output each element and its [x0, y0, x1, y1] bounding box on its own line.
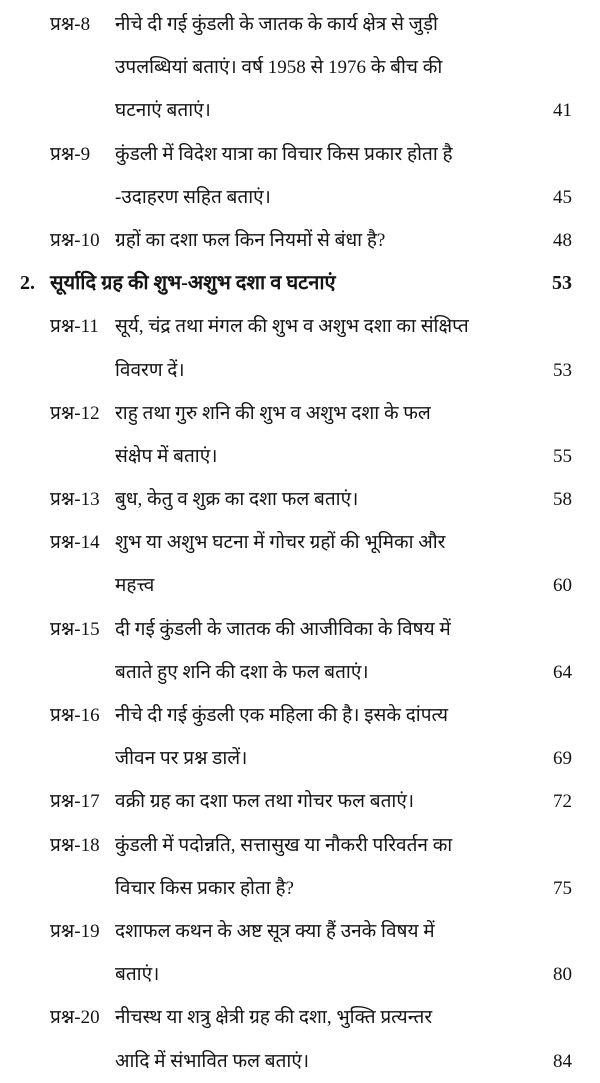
- page-number: 72: [553, 791, 572, 813]
- toc-line: [0, 651, 600, 694]
- page-number: 53: [552, 272, 572, 295]
- question-label: प्रश्न-9: [50, 143, 91, 165]
- entry-text: आदि में संभावित फल बताएं।: [115, 1050, 310, 1072]
- toc-line: [0, 996, 600, 1039]
- entry-text: विचार किस प्रकार होता है?: [115, 877, 294, 899]
- entry-text: नीचे दी गई कुंडली एक महिला की है। इसके दांपत्य: [115, 705, 449, 726]
- page-number: 75: [553, 877, 572, 899]
- entry-text: नीचे दी गई कुंडली के जातक के कार्य क्षेत्र से जुड़ी: [115, 14, 438, 35]
- page-number: 53: [553, 359, 572, 381]
- question-label: प्रश्न-16: [50, 705, 100, 726]
- toc-line: [0, 521, 600, 564]
- toc-line: [0, 608, 600, 651]
- toc-line: [0, 737, 600, 780]
- toc-line: [0, 219, 600, 262]
- toc-line: [0, 392, 600, 435]
- toc-line: [0, 133, 600, 176]
- entry-text: दी गई कुंडली के जातक की आजीविका के विषय में: [115, 618, 451, 640]
- entry-text: कुंडली में विदेश यात्रा का विचार किस प्रकार होता है: [115, 143, 453, 165]
- toc-entry: [0, 694, 600, 780]
- toc-line: [0, 478, 600, 521]
- entry-text: -उदाहरण सहित बताएं।: [115, 186, 271, 208]
- page-number: 45: [553, 186, 572, 208]
- entry-text: दशाफल कथन के अष्ट सूत्र क्या हैं उनके विषय में: [115, 920, 435, 942]
- entry-text: शुभ या अशुभ घटना में गोचर ग्रहों की भूमिका और: [115, 532, 446, 554]
- question-label: प्रश्न-19: [50, 920, 100, 942]
- question-label: प्रश्न-17: [50, 791, 100, 813]
- page-number: 41: [553, 100, 572, 122]
- page-number: 60: [553, 575, 572, 597]
- toc-entry: [0, 392, 600, 478]
- toc-line: [0, 176, 600, 219]
- toc-line: [0, 1040, 600, 1083]
- toc-line: [0, 349, 600, 392]
- page-number: 69: [553, 748, 572, 770]
- toc-entry: [0, 305, 600, 391]
- question-label: प्रश्न-12: [50, 402, 100, 424]
- entry-text: वक्री ग्रह का दशा फल तथा गोचर फल बताएं।: [115, 791, 415, 813]
- toc-line: [0, 305, 600, 348]
- toc-entry: [0, 910, 600, 996]
- page-number: 80: [553, 964, 572, 986]
- question-label: प्रश्न-18: [50, 834, 100, 856]
- page-number: 55: [553, 445, 572, 467]
- entry-text: विवरण दें।: [115, 359, 185, 381]
- entry-text: सूर्यादि ग्रह की शुभ-अशुभ दशा व घटनाएं: [50, 272, 336, 295]
- toc-line: [0, 953, 600, 996]
- toc-line: [0, 780, 600, 823]
- toc-entry: [0, 3, 600, 133]
- toc-chapter-heading: [0, 262, 600, 305]
- entry-text: जीवन पर प्रश्न डालें।: [115, 748, 248, 770]
- table-of-contents: [0, 3, 600, 1083]
- entry-text: उपलब्धियां बताएं। वर्ष 1958 से 1976 के बीच की: [115, 57, 443, 79]
- toc-line: [0, 564, 600, 607]
- question-label: प्रश्न-11: [50, 316, 99, 338]
- entry-text: बताते हुए शनि की दशा के फल बताएं।: [115, 661, 369, 683]
- toc-entry: [0, 780, 600, 823]
- toc-entry: [0, 478, 600, 521]
- toc-entry: [0, 608, 600, 694]
- toc-entry: [0, 824, 600, 910]
- toc-line: [0, 694, 600, 737]
- entry-text: संक्षेप में बताएं।: [115, 445, 218, 467]
- toc-line: [0, 46, 600, 89]
- page-number: 64: [553, 661, 572, 683]
- toc-line: [0, 867, 600, 910]
- entry-text: महत्त्व: [115, 575, 155, 597]
- page-number: 48: [553, 229, 572, 251]
- toc-line: [0, 3, 600, 46]
- toc-line: [0, 89, 600, 132]
- entry-text: घटनाएं बताएं।: [115, 100, 211, 122]
- toc-line: [0, 262, 600, 305]
- question-label: प्रश्न-8: [50, 14, 91, 35]
- toc-entry: [0, 219, 600, 262]
- entry-text: नीचस्थ या शत्रु क्षेत्री ग्रह की दशा, भुक्ति प्रत्यन्तर: [115, 1007, 433, 1029]
- question-label: प्रश्न-14: [50, 532, 100, 554]
- entry-text: सूर्य, चंद्र तथा मंगल की शुभ व अशुभ दशा का संक्षिप्त: [115, 316, 469, 338]
- entry-text: ग्रहों का दशा फल किन नियमों से बंधा है?: [115, 229, 386, 251]
- toc-line: [0, 824, 600, 867]
- question-label: प्रश्न-13: [50, 489, 100, 511]
- page-number: 58: [553, 489, 572, 511]
- toc-entry: [0, 521, 600, 607]
- page-number: 84: [553, 1050, 572, 1072]
- entry-text: बुध, केतु व शुक्र का दशा फल बताएं।: [115, 489, 359, 511]
- toc-entry: [0, 996, 600, 1082]
- question-label: प्रश्न-10: [50, 229, 100, 251]
- entry-text: राहु तथा गुरु शनि की शुभ व अशुभ दशा के फल: [115, 402, 431, 424]
- toc-entry: [0, 133, 600, 219]
- question-label: प्रश्न-20: [50, 1007, 100, 1029]
- toc-line: [0, 435, 600, 478]
- question-label: प्रश्न-15: [50, 618, 100, 640]
- chapter-number: 2.: [20, 272, 35, 295]
- toc-line: [0, 910, 600, 953]
- entry-text: कुंडली में पदोन्नति, सत्तासुख या नौकरी परिवर्तन का: [115, 834, 453, 856]
- entry-text: बताएं।: [115, 964, 160, 986]
